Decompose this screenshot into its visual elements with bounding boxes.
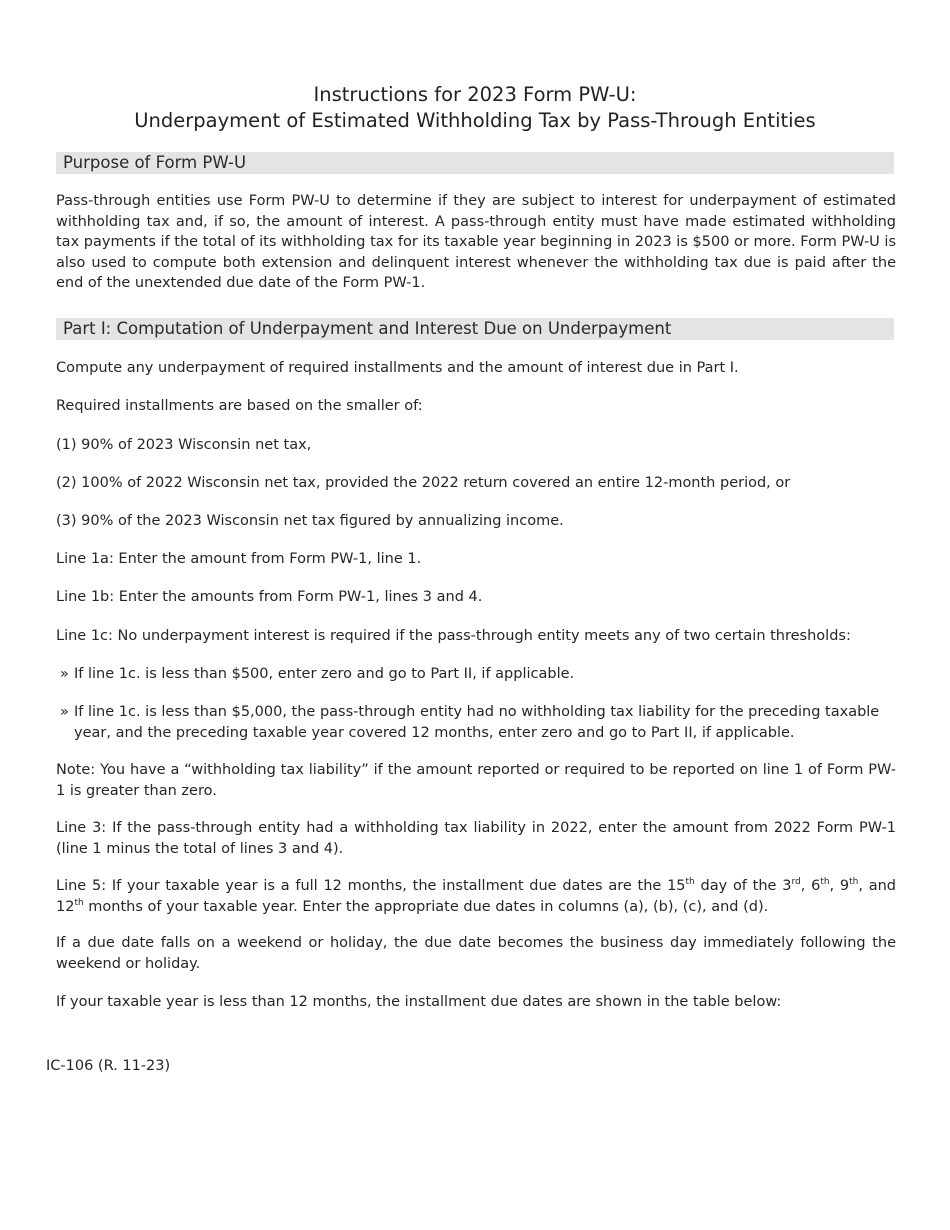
note-paragraph bbox=[56, 760, 896, 801]
part1-intro: Compute any underpayment of required installments and the amount of interest due in Part I. bbox=[56, 360, 739, 376]
note-text: You have a “withholding tax liability” if the amount reported or required to be reported on line 1 of Form PW-1 is greater than zero. bbox=[56, 762, 896, 799]
line-text: Enter the amounts from Form PW-1, lines 3 and 4. bbox=[114, 589, 483, 605]
page-title bbox=[56, 82, 894, 134]
ordinal-suffix: th bbox=[74, 897, 84, 908]
list-item: (3) 90% of the 2023 Wisconsin net tax figured by annualizing income. bbox=[56, 513, 564, 529]
line-text: , 6 bbox=[800, 878, 821, 894]
line-label: Line 5: bbox=[56, 878, 107, 894]
line-text: , 9 bbox=[829, 878, 850, 894]
ordinal-suffix: th bbox=[849, 877, 859, 887]
line-label: Line 1c: bbox=[56, 628, 113, 644]
weekend-holiday-paragraph: If a due date falls on a weekend or holiday, the due date becomes the business day immediately following the weekend or holiday. bbox=[56, 935, 896, 972]
line-1a-instruction bbox=[56, 549, 896, 570]
line-label: Line 3: bbox=[56, 820, 107, 836]
form-footer-code: IC-106 (R. 11-23) bbox=[46, 1058, 171, 1074]
section-heading-purpose: Purpose of Form PW-U bbox=[56, 152, 894, 174]
line-text: Enter the amount from Form PW-1, line 1. bbox=[113, 551, 422, 567]
line-text: No underpayment interest is required if the pass-through entity meets any of two certain thresholds: bbox=[112, 628, 851, 644]
bullet-text: If line 1c. is less than $500, enter zero and go to Part II, if applicable. bbox=[74, 666, 575, 682]
line-1c-instruction bbox=[56, 626, 896, 647]
ordinal-suffix: rd bbox=[791, 877, 801, 887]
line-text: , and 12 bbox=[56, 878, 897, 915]
note-label: Note: bbox=[56, 762, 96, 778]
line-label: Line 1a: bbox=[56, 551, 114, 567]
line-text: day of the 3 bbox=[694, 878, 792, 894]
bullet-item bbox=[60, 664, 896, 685]
line-label: Line 1b: bbox=[56, 589, 115, 605]
bullet-icon: » bbox=[60, 666, 69, 682]
line-text: If your taxable year is a full 12 months, the installment due dates are the 15 bbox=[106, 878, 686, 894]
line-1b-instruction bbox=[56, 587, 896, 608]
ordinal-suffix: th bbox=[820, 877, 830, 887]
bullet-item bbox=[60, 702, 896, 743]
section-heading-part1: Part I: Computation of Underpayment and Interest Due on Underpayment bbox=[56, 318, 894, 340]
short-year-paragraph: If your taxable year is less than 12 months, the installment due dates are shown in the table below: bbox=[56, 994, 782, 1010]
required-installments-text: Required installments are based on the smaller of: bbox=[56, 398, 423, 414]
list-item: (2) 100% of 2022 Wisconsin net tax, provided the 2022 return covered an entire 12-month period, or bbox=[56, 475, 791, 491]
line-text: months of your taxable year. Enter the appropriate due dates in columns (a), (b), (c), and (d). bbox=[83, 898, 769, 915]
title-line-1: Instructions for 2023 Form PW-U: bbox=[313, 83, 637, 106]
line-text: If the pass-through entity had a withholding tax liability in 2022, enter the amount from 2022 Form PW-1 (line 1 minus the total of lines 3 and 4). bbox=[56, 820, 896, 857]
line-3-instruction bbox=[56, 818, 896, 859]
list-item: (1) 90% of 2023 Wisconsin net tax, bbox=[56, 437, 312, 453]
purpose-paragraph: Pass-through entities use Form PW-U to determine if they are subject to interest for underpayment of estimated withholding tax and, if so, the amount of interest. A pass-through entity must have made estimated withholding tax payments if the total of its withholding tax for its taxable year beginning in 2023 is $500 or more. Form PW-U is also used to compute both extension and delinquent interest whenever the withholding tax due is paid after the end of the unextended due date of the Form PW-1. bbox=[56, 193, 896, 291]
title-line-2: Underpayment of Estimated Withholding Tax by Pass-Through Entities bbox=[134, 109, 816, 132]
bullet-icon: » bbox=[60, 704, 69, 720]
ordinal-suffix: th bbox=[685, 877, 695, 887]
line-5-instruction bbox=[56, 876, 896, 917]
bullet-text: If line 1c. is less than $5,000, the pass-through entity had no withholding tax liability for the preceding taxable year, and the preceding taxable year covered 12 months, enter zero and go to Part II, if applicable. bbox=[74, 704, 880, 741]
